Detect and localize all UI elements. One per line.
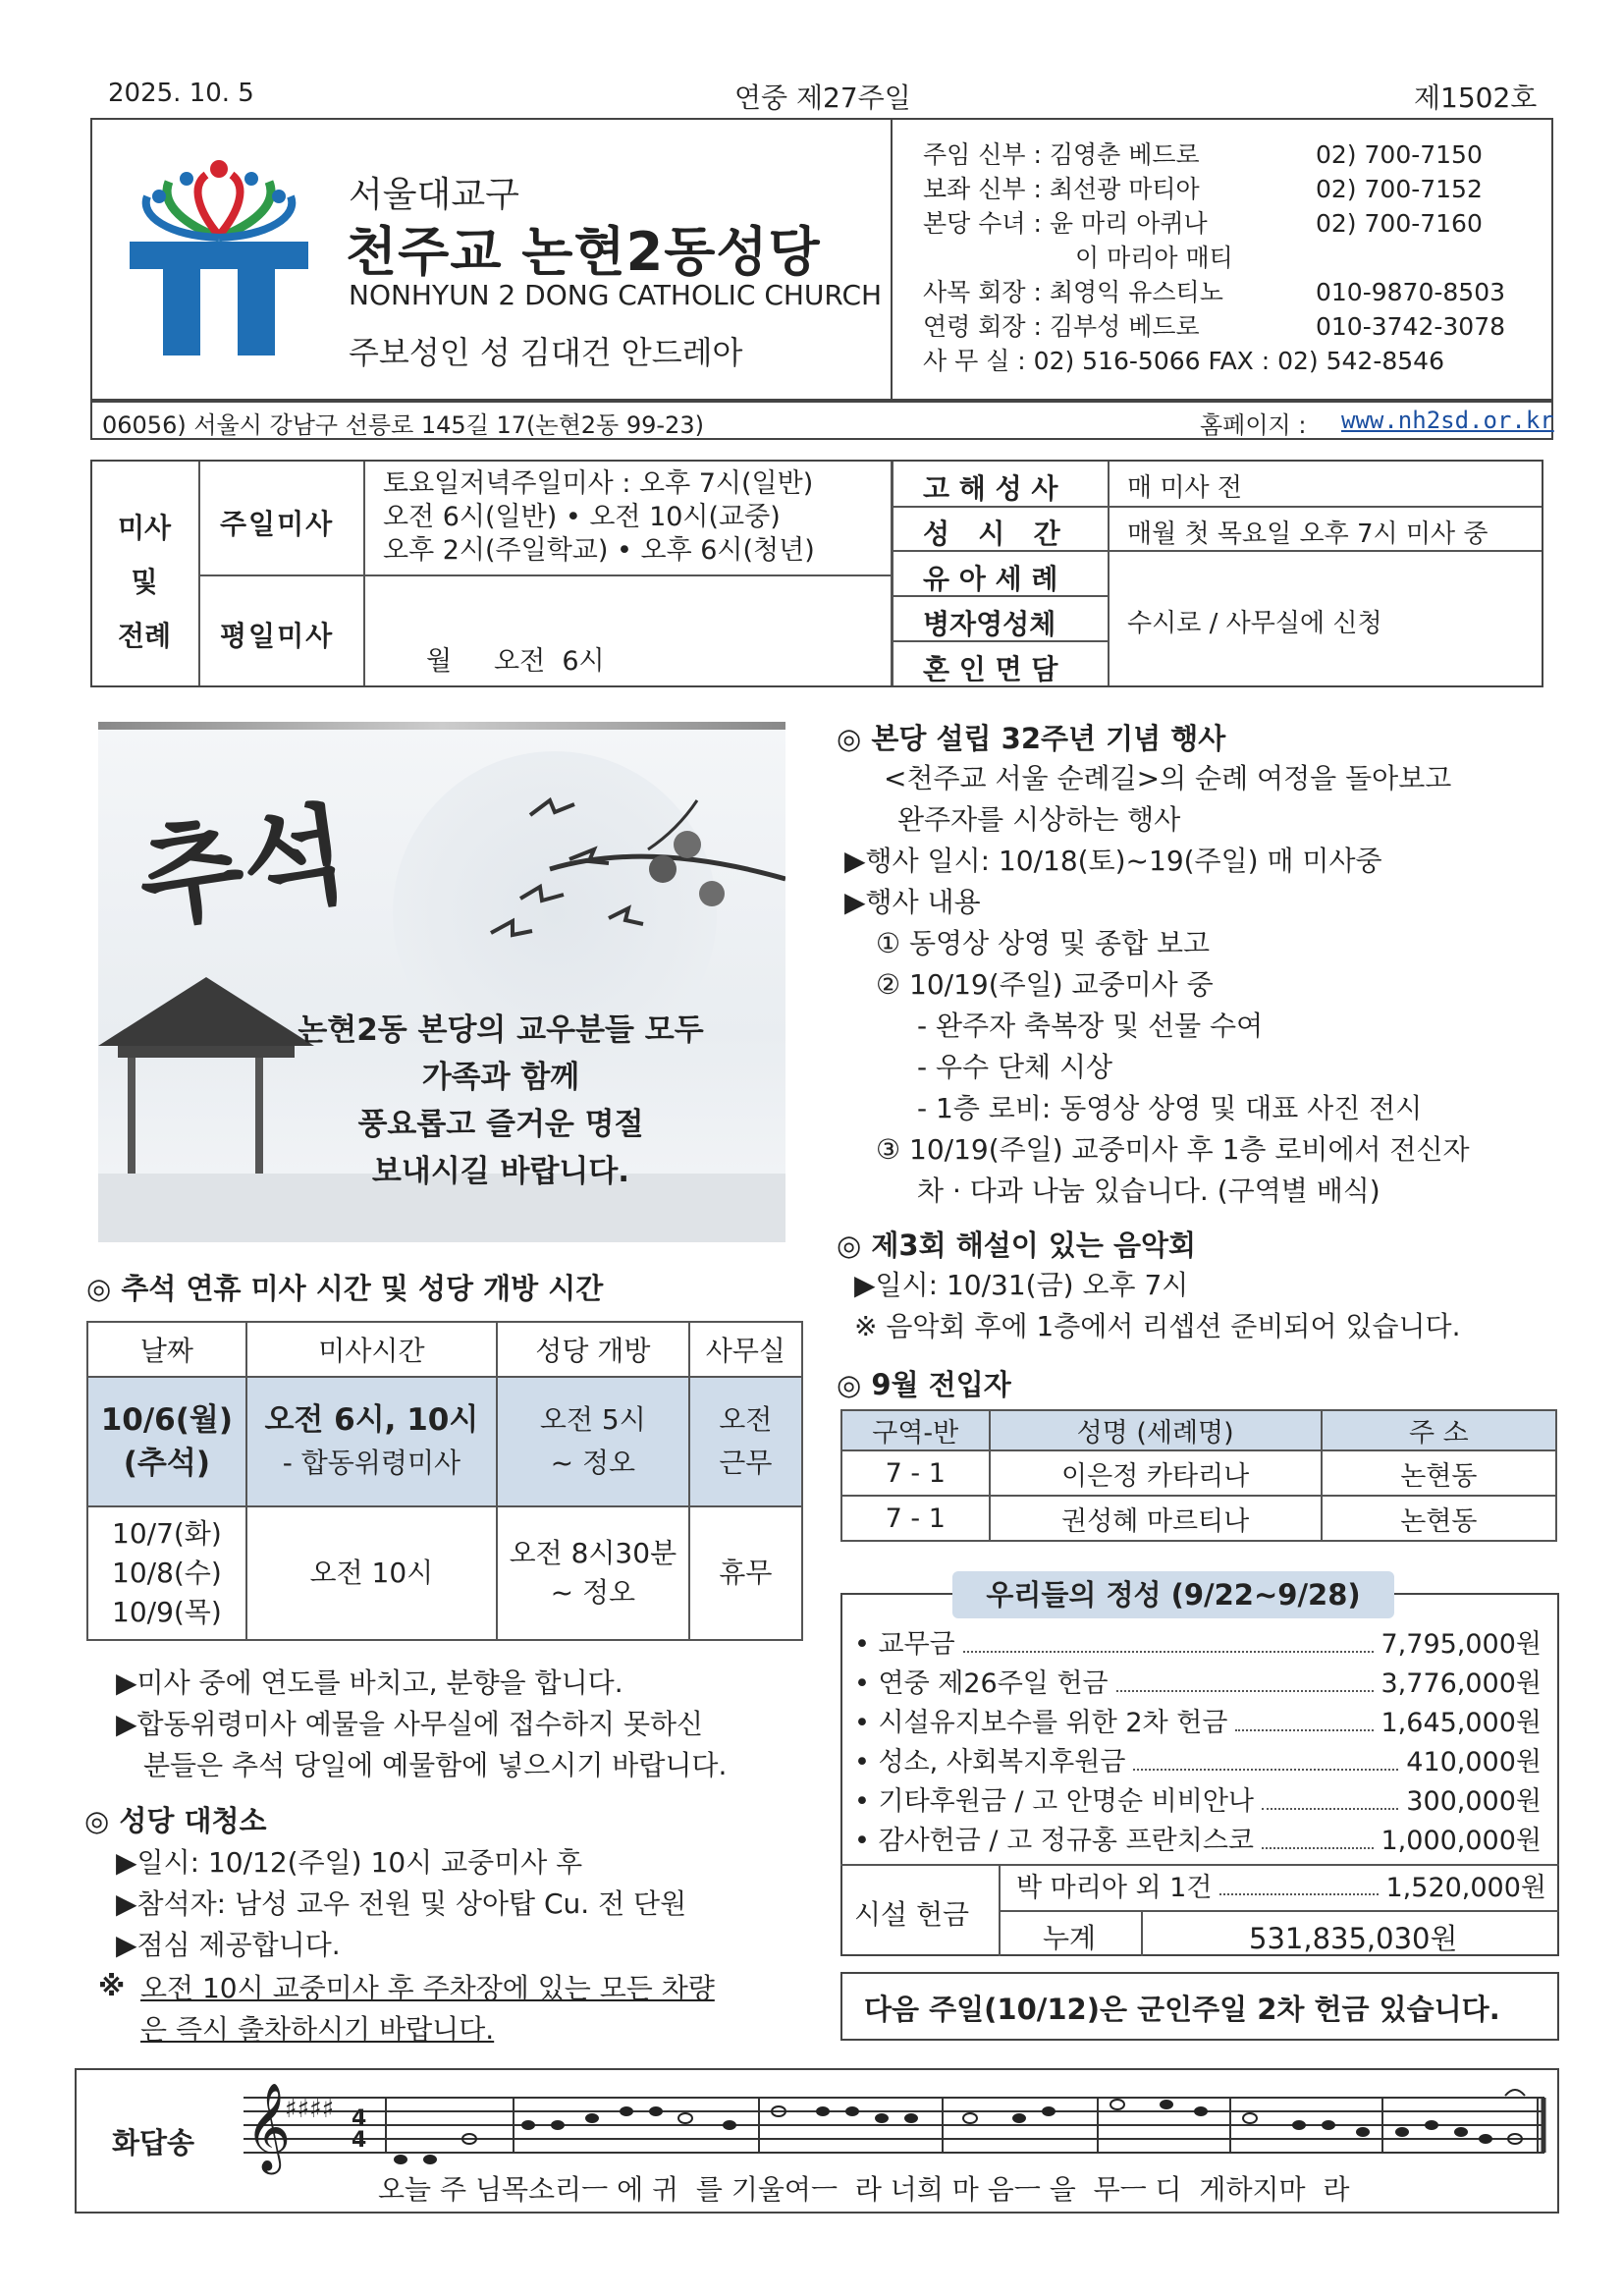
sacrament-label: 성 시 간 bbox=[923, 518, 1060, 550]
staff-phone: 010-9870-8503 bbox=[1316, 278, 1506, 306]
message-line: 풍요롭고 즐거운 명절 bbox=[357, 1107, 644, 1142]
section-word: 미사 bbox=[117, 512, 172, 544]
header-cell: 성당 개방 bbox=[497, 1322, 689, 1377]
anniversary-title: ◎ 본당 설립 32주년 기념 행사 bbox=[837, 722, 1226, 755]
facility-amount: 1,520,000원 bbox=[1385, 1873, 1546, 1903]
homepage-label: 홈페이지 : bbox=[1200, 411, 1307, 439]
table-header-row bbox=[87, 1322, 802, 1377]
open-cell bbox=[497, 1506, 689, 1640]
staff-phone: 02) 700-7150 bbox=[1316, 140, 1483, 169]
detail-line: - 1층 로비: 동영상 상영 및 대표 사진 전시 bbox=[917, 1092, 1423, 1124]
header-cell: 사무실 bbox=[689, 1322, 802, 1377]
offering-amount: 7,795,000원 bbox=[1380, 1629, 1542, 1660]
cell-line: 10/7(화) bbox=[112, 1517, 222, 1550]
staff-label: 본당 수녀 : 윤 마리 아퀴나 bbox=[923, 209, 1208, 238]
church-name: 천주교 논현2동성당 bbox=[346, 221, 821, 283]
offering-name: • 성소, 사회복지후원금 bbox=[854, 1747, 1126, 1777]
cell: 논현동 bbox=[1322, 1496, 1556, 1541]
sacrament-label: 유 아 세 례 bbox=[923, 563, 1058, 595]
cell-line: 오전 6시, 10시 bbox=[264, 1402, 479, 1438]
header-cell: 구역-반 bbox=[841, 1410, 990, 1450]
cell-line: 10/9(목) bbox=[112, 1596, 222, 1628]
cleaning-details bbox=[116, 1842, 686, 1966]
offering-row bbox=[854, 1625, 1542, 1665]
staff-phone: 02) 700-7160 bbox=[1316, 209, 1483, 238]
total-amount: 531,835,030원 bbox=[1249, 1922, 1458, 1955]
parking-notice bbox=[140, 1968, 715, 2050]
cell-line: 오전 8시30분 bbox=[509, 1537, 677, 1569]
section-word: 및 bbox=[131, 566, 158, 598]
sunday-mass-label: 주일미사 bbox=[220, 508, 335, 540]
header-cell: 미사시간 bbox=[246, 1322, 497, 1377]
note-line: ▶미사 중에 연도를 바치고, 분향을 합니다. bbox=[116, 1667, 623, 1699]
detail-line: ※ 음악회 후에 1층에서 리셉션 준비되어 있습니다. bbox=[854, 1310, 1461, 1342]
cell: 이은정 카타리나 bbox=[990, 1450, 1322, 1496]
holiday-notes bbox=[116, 1663, 727, 1786]
office-contact: 사 무 실 : 02) 516-5066 FAX : 02) 542-8546 bbox=[923, 347, 1444, 375]
mass-time-line: 오후 2시(주일학교) • 오후 6시(청년) bbox=[383, 535, 815, 566]
offering-amount: 1,645,000원 bbox=[1380, 1708, 1542, 1738]
header-divider bbox=[891, 120, 893, 401]
offering-name: • 연중 제26주일 헌금 bbox=[854, 1668, 1109, 1699]
psalm-lyrics: 오늘 주 님목소리ㅡ 에 귀 를 기울여ㅡ 라 너희 마 음ㅡ 을 무ㅡ 디 게하지마 라 bbox=[378, 2173, 1350, 2206]
chuseok-calligraphy: 추석 bbox=[131, 789, 355, 945]
offering-amount: 410,000원 bbox=[1406, 1747, 1542, 1777]
offering-name: • 교무금 bbox=[854, 1629, 955, 1660]
offering-amount: 3,776,000원 bbox=[1380, 1668, 1542, 1699]
table-header-row bbox=[841, 1410, 1556, 1450]
sacrament-label: 고 해 성 사 bbox=[923, 472, 1058, 505]
staff-label: 연령 회장 : 김부성 베드로 bbox=[923, 312, 1200, 341]
cleaning-title: ◎ 성당 대청소 bbox=[84, 1804, 267, 1837]
psalm-music-staff bbox=[244, 2078, 1549, 2176]
detail-line: 차 · 다과 나눔 있습니다. (구역별 배식) bbox=[917, 1175, 1380, 1207]
staff-phone: 02) 700-7152 bbox=[1316, 175, 1483, 203]
notice-line: 오전 10시 교중미사 후 주차장에 있는 모든 차량 bbox=[140, 1972, 715, 2004]
offering-row bbox=[854, 1665, 1542, 1704]
offering-title: 우리들의 정성 (9/22~9/28) bbox=[952, 1571, 1394, 1618]
facility-offering-label: 시설 헌금 bbox=[854, 1898, 970, 1931]
message-line: 보내시길 바랍니다. bbox=[371, 1154, 630, 1189]
cell-line: 오전 bbox=[719, 1403, 773, 1436]
offering-row bbox=[854, 1743, 1542, 1782]
detail-line: ▶행사 일시: 10/18(토)~19(주일) 매 미사중 bbox=[844, 845, 1382, 877]
sacrament-label: 병자영성체 bbox=[923, 608, 1056, 640]
date-cell bbox=[87, 1377, 246, 1506]
chuseok-greeting-image bbox=[98, 722, 785, 1242]
mass-cell: 오전 10시 bbox=[246, 1506, 497, 1640]
detail-line: ▶점심 제공합니다. bbox=[116, 1929, 341, 1961]
message-line: 논현2동 본당의 교우분들 모두 bbox=[298, 1012, 704, 1048]
sacrament-label: 혼 인 면 담 bbox=[923, 653, 1058, 685]
newcomers-table bbox=[840, 1409, 1557, 1542]
detail-line: - 완주자 축복장 및 선물 수여 bbox=[917, 1010, 1264, 1042]
sunday-mass-times bbox=[383, 467, 815, 568]
detail-line: 완주자를 시상하는 행사 bbox=[897, 803, 1181, 836]
section-word: 전례 bbox=[117, 620, 172, 652]
detail-line: ▶일시: 10/12(주일) 10시 교중미사 후 bbox=[116, 1846, 583, 1879]
detail-line: ② 10/19(주일) 교중미사 중 bbox=[876, 968, 1214, 1001]
staff-row bbox=[923, 206, 1483, 241]
issue-date: 2025. 10. 5 bbox=[108, 79, 254, 108]
diocese-name: 서울대교구 bbox=[349, 175, 519, 215]
sacrament-value: 매 미사 전 bbox=[1127, 473, 1242, 503]
table-row bbox=[87, 1377, 802, 1506]
cell-line: (추석) bbox=[123, 1446, 210, 1481]
staff-phone: 010-3742-3078 bbox=[1316, 312, 1506, 341]
staff-row bbox=[923, 241, 1444, 275]
cell-line: - 합동위령미사 bbox=[282, 1447, 461, 1479]
holiday-schedule-table bbox=[86, 1321, 803, 1641]
mass-time-line: 토요일저녁주일미사 : 오후 7시(일반) bbox=[383, 468, 814, 499]
next-week-notice: 다음 주일(10/12)은 군인주일 2차 헌금 있습니다. bbox=[864, 1993, 1500, 2026]
table-row bbox=[87, 1506, 802, 1640]
staff-row bbox=[923, 309, 1506, 344]
detail-line: <천주교 서울 순례길>의 순례 여정을 돌아보고 bbox=[884, 762, 1452, 794]
facility-donor: 박 마리아 외 1건 bbox=[1016, 1873, 1213, 1903]
mass-cell bbox=[246, 1377, 497, 1506]
total-label: 누계 bbox=[1043, 1922, 1097, 1954]
weekday-mass-label: 평일미사 bbox=[220, 620, 335, 652]
office-cell bbox=[689, 1377, 802, 1506]
cell: 7 - 1 bbox=[841, 1496, 990, 1541]
detail-line: ▶참석자: 남성 교우 전원 및 상아탑 Cu. 전 단원 bbox=[116, 1887, 687, 1920]
issue-number: 제1502호 bbox=[1414, 82, 1538, 114]
offering-row bbox=[854, 1822, 1542, 1861]
offering-list bbox=[854, 1625, 1542, 1861]
psalm-label: 화답송 bbox=[112, 2126, 195, 2159]
staff-row bbox=[923, 344, 1444, 378]
sacrament-value: 매월 첫 목요일 오후 7시 미사 중 bbox=[1127, 519, 1489, 549]
cell-line: 10/8(수) bbox=[112, 1557, 222, 1589]
table-row bbox=[841, 1450, 1556, 1496]
date-cell bbox=[87, 1506, 246, 1640]
header-cell: 날짜 bbox=[87, 1322, 246, 1377]
staff-label: 이 마리아 매티 bbox=[1075, 244, 1233, 272]
staff-label: 사목 회장 : 최영익 유스티노 bbox=[923, 278, 1223, 306]
homepage-link[interactable]: www.nh2sd.or.kr bbox=[1341, 407, 1554, 434]
note-mark: ※ bbox=[98, 1970, 126, 2002]
staff-row bbox=[923, 137, 1483, 172]
cell: 논현동 bbox=[1322, 1450, 1556, 1496]
holiday-schedule-title: ◎ 추석 연휴 미사 시간 및 성당 개방 시간 bbox=[86, 1272, 604, 1305]
detail-line: ① 동영상 상영 및 종합 보고 bbox=[876, 927, 1211, 959]
offering-row bbox=[854, 1704, 1542, 1743]
detail-line: ▶일시: 10/31(금) 오후 7시 bbox=[854, 1269, 1189, 1301]
staff-list bbox=[923, 137, 1506, 378]
facility-offering-row bbox=[1016, 1870, 1546, 1907]
note-line: ▶합동위령미사 예물을 사무실에 접수하지 못하신 bbox=[116, 1708, 704, 1740]
table-row bbox=[841, 1496, 1556, 1541]
staff-row bbox=[923, 275, 1506, 309]
newcomers-title: ◎ 9월 전입자 bbox=[837, 1368, 1011, 1401]
open-cell bbox=[497, 1377, 689, 1506]
chuseok-message bbox=[255, 1007, 746, 1195]
offering-name: • 감사헌금 / 고 정규홍 프란치스코 bbox=[854, 1826, 1255, 1856]
svg-text:4: 4 bbox=[352, 2128, 367, 2153]
offering-amount: 1,000,000원 bbox=[1380, 1826, 1542, 1856]
anniversary-details bbox=[844, 758, 1470, 1212]
cell-line: 오전 5시 bbox=[539, 1403, 646, 1436]
cell-line: 10/6(월) bbox=[100, 1402, 234, 1438]
svg-text:𝄞: 𝄞 bbox=[245, 2083, 292, 2171]
sacrament-value: 수시로 / 사무실에 신청 bbox=[1127, 609, 1382, 638]
cell-line: 근무 bbox=[719, 1447, 773, 1479]
concert-title: ◎ 제3회 해설이 있는 음악회 bbox=[837, 1229, 1197, 1262]
church-english-name: NONHYUN 2 DONG CATHOLIC CHURCH bbox=[349, 279, 883, 311]
detail-line: ③ 10/19(주일) 교중미사 후 1층 로비에서 전신자 bbox=[876, 1133, 1470, 1166]
church-logo-icon bbox=[130, 157, 308, 358]
office-cell: 휴무 bbox=[689, 1506, 802, 1640]
detail-line: ▶행사 내용 bbox=[844, 886, 981, 918]
cell: 권성혜 마르티나 bbox=[990, 1496, 1322, 1541]
message-line: 가족과 함께 bbox=[421, 1060, 580, 1095]
staff-label: 보좌 신부 : 최선광 마티아 bbox=[923, 175, 1200, 203]
church-address: 06056) 서울시 강남구 선릉로 145길 17(논현2동 99-23) bbox=[102, 411, 704, 439]
cell: 7 - 1 bbox=[841, 1450, 990, 1496]
staff-label: 주임 신부 : 김영춘 베드로 bbox=[923, 140, 1200, 169]
header-cell: 성명 (세례명) bbox=[990, 1410, 1322, 1450]
patron-saint: 주보성인 성 김대건 안드레아 bbox=[349, 334, 743, 371]
offering-name: • 기타후원금 / 고 안명순 비비안나 bbox=[854, 1786, 1255, 1817]
notice-line: 은 즉시 출차하시기 바랍니다. bbox=[140, 2013, 495, 2046]
staff-row bbox=[923, 172, 1483, 206]
detail-line: - 우수 단체 시상 bbox=[917, 1051, 1113, 1083]
liturgical-week: 연중 제27주일 bbox=[734, 82, 911, 114]
concert-details bbox=[854, 1265, 1461, 1347]
note-line: 분들은 추석 당일에 예물함에 넣으시기 바랍니다. bbox=[143, 1749, 728, 1781]
cell-line: ~ 정오 bbox=[550, 1576, 636, 1609]
offering-row bbox=[854, 1782, 1542, 1822]
header-cell: 주 소 bbox=[1322, 1410, 1556, 1450]
svg-text:4: 4 bbox=[352, 2106, 367, 2131]
mass-time-line: 오전 6시(일반) • 오전 10시(교중) bbox=[383, 502, 781, 532]
mass-section-label bbox=[110, 501, 179, 663]
mass-time-line: 월 오전 6시 bbox=[426, 646, 605, 677]
svg-text:♯♯♯♯: ♯♯♯♯ bbox=[285, 2095, 335, 2124]
cell-line: ~ 정오 bbox=[550, 1447, 636, 1479]
offering-name: • 시설유지보수를 위한 2차 헌금 bbox=[854, 1708, 1228, 1738]
offering-amount: 300,000원 bbox=[1406, 1786, 1542, 1817]
